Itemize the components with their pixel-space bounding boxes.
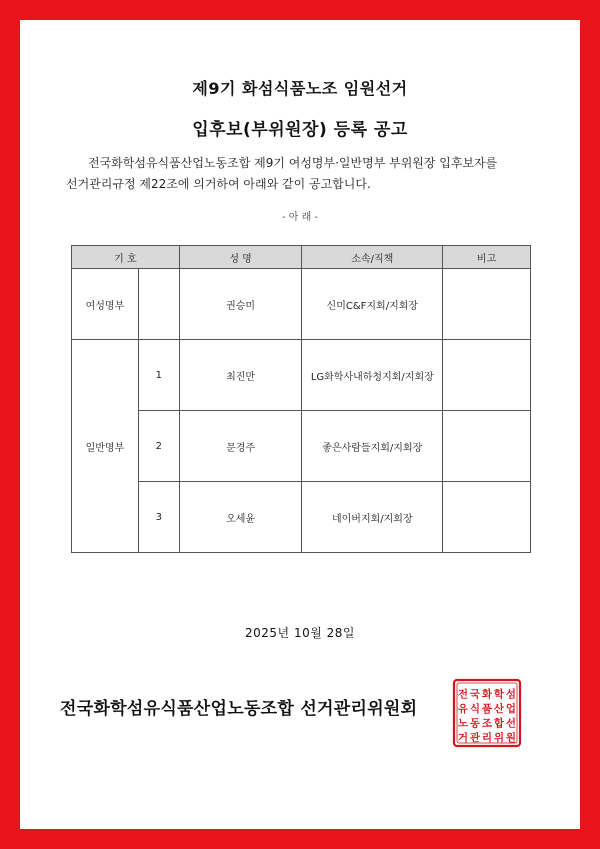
seal-glyph: 노 xyxy=(457,717,469,730)
seal-glyph: 섬 xyxy=(505,688,517,701)
candidate-name: 최진만 xyxy=(179,340,302,411)
seal-glyph: 조 xyxy=(481,717,493,730)
seal-glyph: 품 xyxy=(481,703,493,715)
candidate-note xyxy=(443,340,531,411)
notice-title-line2: 입후보(부위원장) 등록 공고 xyxy=(192,120,408,140)
seal-glyph: 식 xyxy=(469,703,481,715)
candidate-table xyxy=(71,245,531,553)
candidate-number xyxy=(138,269,179,340)
seal-glyph: 원 xyxy=(505,732,517,744)
seal-glyph: 선 xyxy=(505,717,517,730)
seal-glyph: 전 xyxy=(457,688,469,701)
header-name: 성 명 xyxy=(179,246,302,269)
below-label: - 아 래 - xyxy=(281,212,319,223)
candidate-name: 권승미 xyxy=(179,269,302,340)
seal-glyph: 산 xyxy=(493,703,505,715)
group-general-label: 일반명부 xyxy=(72,340,139,553)
candidate-affiliation: 신미C&F지회/지회장 xyxy=(302,269,443,340)
seal-glyph: 관 xyxy=(469,732,481,744)
candidate-note xyxy=(443,411,531,482)
candidate-name: 문경주 xyxy=(179,411,302,482)
candidate-number: 2 xyxy=(138,411,179,482)
candidate-affiliation: LG화학사내하청지회/지회장 xyxy=(302,340,443,411)
candidate-number: 3 xyxy=(138,482,179,553)
candidate-affiliation: 좋은사람들지회/지회장 xyxy=(302,411,443,482)
candidate-note xyxy=(443,482,531,553)
seal-glyph: 합 xyxy=(493,717,505,730)
candidate-note xyxy=(443,269,531,340)
seal-glyph: 업 xyxy=(505,703,517,715)
header-affiliation: 소속/직책 xyxy=(302,246,443,269)
candidate-name: 오세윤 xyxy=(179,482,302,553)
notice-body-line2: 선거관리규정 제22조에 의거하여 아래와 같이 공고합니다. xyxy=(66,177,371,191)
seal-glyph: 리 xyxy=(481,732,493,744)
seal-glyph: 학 xyxy=(493,688,505,701)
seal-glyph: 동 xyxy=(469,717,481,730)
table-header-row xyxy=(72,246,531,269)
seal-glyph: 거 xyxy=(457,732,469,744)
seal-glyph: 국 xyxy=(469,688,481,701)
header-number: 기 호 xyxy=(72,246,180,269)
table-row-general-1 xyxy=(72,340,531,411)
seal-glyph: 위 xyxy=(493,732,505,744)
organization-name: 전국화학섬유식품산업노동조합 선거관리위원회 xyxy=(60,699,418,719)
table-row-general-2 xyxy=(72,411,531,482)
notice-body-line1: 전국화학섬유식품산업노동조합 제9기 여성명부·일반명부 부위원장 입후보자를 xyxy=(88,156,498,170)
group-women-label: 여성명부 xyxy=(72,269,139,340)
table-row-women xyxy=(72,269,531,340)
notice-title-line1: 제9기 화섬식품노조 임원선거 xyxy=(192,79,408,98)
seal-glyph: 화 xyxy=(481,688,493,701)
notice-body xyxy=(66,153,536,195)
seal-glyph: 유 xyxy=(457,703,469,715)
notice-date: 2025년 10월 28일 xyxy=(245,626,355,640)
candidate-affiliation: 네이버지회/지회장 xyxy=(302,482,443,553)
official-seal-stamp xyxy=(452,678,522,748)
candidate-number: 1 xyxy=(138,340,179,411)
table-row-general-3 xyxy=(72,482,531,553)
header-note: 비고 xyxy=(443,246,531,269)
